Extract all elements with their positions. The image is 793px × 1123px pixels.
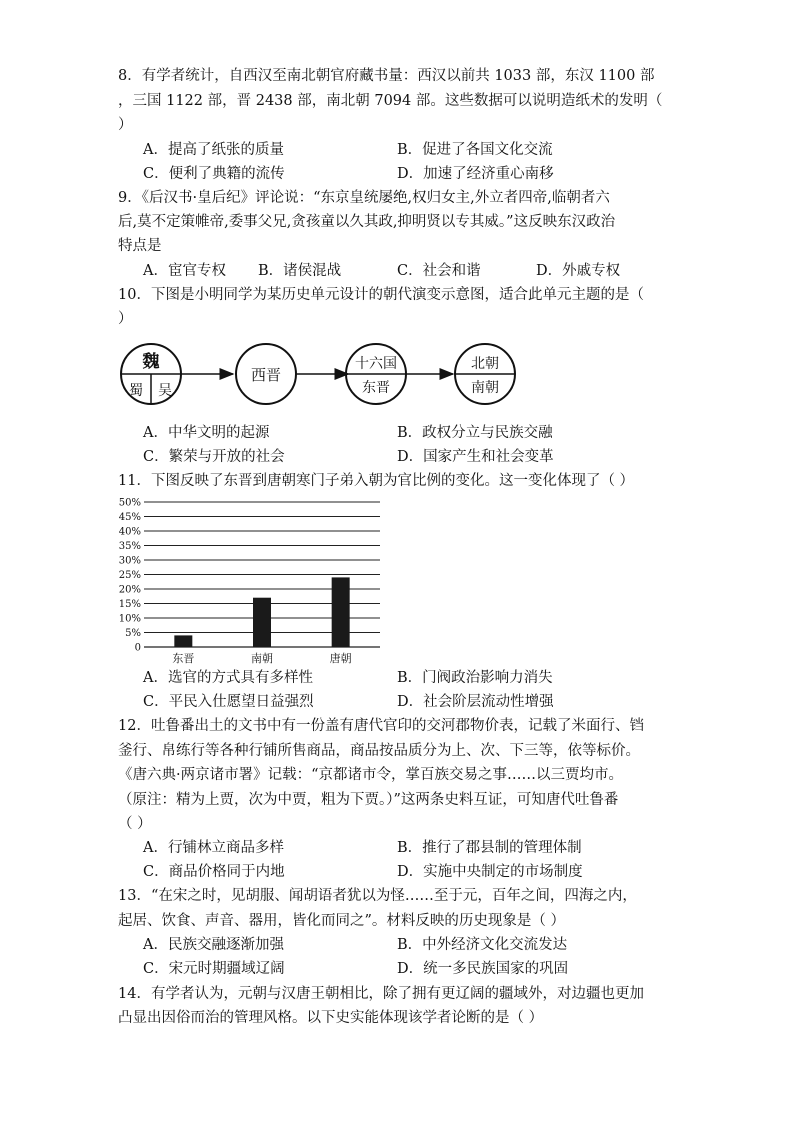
y-tick-label: 25% [118,570,141,581]
q10-line-1: 10．下图是小明同学为某历史单元设计的朝代演变示意图，适合此单元主题的是（ [118,287,644,303]
q9-line-2: 后,莫不定策帷帝,委事父兄,贪孩童以久其政,抑明贤以专其威。”这反映东汉政治 [118,214,616,230]
y-tick-label: 0 [134,642,141,654]
q9-option-c: C．社会和谐 [397,263,481,279]
q8-option-c: C．便利了典籍的流传 [143,166,285,182]
dynasty-sixteen-kingdoms: 十六国 [355,356,397,372]
q8-option-d: D．加速了经济重心南移 [397,166,554,182]
q14-line-2: 凸显出因俗而治的管理风格。以下史实能体现该学者论断的是（ ） [118,1010,544,1026]
q12-line-2: 釜行、帛练行等各种行铺所售商品，商品按品质分为上、次、下三等，依等标价。 [118,743,640,759]
x-tick-label: 唐朝 [329,652,352,665]
q13-line-2: 起居、饮食、声音、器用，皆化而同之”。材料反映的历史现象是（ ） [118,913,566,929]
dynasty-circle-2 [236,344,296,404]
q14-line-1: 14．有学者认为，元朝与汉唐王朝相比，除了拥有更辽阔的疆域外，对边疆也更加 [118,986,644,1002]
q10-option-a: A．中华文明的起源 [143,425,270,441]
dynasty-diagram [118,328,528,420]
q8-line-1: 8．有学者统计，自西汉至南北朝官府藏书量：西汉以前共 1033 部，东汉 1100 部 [118,68,655,84]
y-tick-label: 5% [125,628,141,639]
bar-1 [174,635,192,647]
y-tick-label: 30% [118,555,141,567]
q12-option-d: D．实施中央制定的市场制度 [397,864,583,880]
dynasty-northern: 北朝 [471,356,499,372]
q9-line-3: 特点是 [118,238,162,254]
dynasty-western-jin: 西晋 [250,366,282,384]
q10-line-2: ） [118,311,133,327]
q11-option-a: A．选官的方式具有多样性 [143,670,313,686]
y-tick-label: 50% [118,497,141,509]
q13-line-1: 13．“在宋之时，见胡服、闻胡语者犹以为怪……至于元，百年之间，四海之内， [118,888,637,904]
q12-option-b: B．推行了郡县制的管理体制 [397,840,582,856]
q11-option-c: C．平民入仕愿望日益强烈 [143,694,314,710]
q13-option-a: A．民族交融逐渐加强 [143,937,284,953]
x-tick-label: 南朝 [251,652,273,665]
q10-option-d: D．国家产生和社会变革 [397,449,554,465]
bar-chart [112,492,387,667]
q13-option-d: D．统一多民族国家的巩固 [397,961,569,977]
q9-option-b: B．诸侯混战 [258,263,342,279]
q11-option-d: D．社会阶层流动性增强 [397,694,554,710]
bar-3 [332,577,350,647]
q12-line-4: （原注：精为上贾，次为中贾，粗为下贾。）”这两条史料互证，可知唐代吐鲁番 [118,792,619,808]
q8-option-a: A．提高了纸张的质量 [143,142,284,158]
bar-2 [253,598,271,647]
q9-option-d: D．外戚专权 [536,263,621,279]
y-tick-label: 35% [118,541,141,552]
y-tick-label: 20% [118,584,141,596]
dynasty-southern: 南朝 [471,380,499,396]
q13-option-b: B．中外经济文化交流发达 [397,937,568,953]
dynasty-wu: 吴 [158,383,172,399]
q8-option-b: B．促进了各国文化交流 [397,142,553,158]
dynasty-wei: 魏 [142,352,160,372]
q12-line-5: （ ） [118,816,152,832]
q12-option-c: C．商品价格同于内地 [143,864,285,880]
q9-option-a: A．宦官专权 [143,263,226,279]
y-tick-label: 10% [118,613,141,625]
q8-line-2: ，三国 1122 部，晋 2438 部，南北朝 7094 部。这些数据可以说明造纸术的发明（ [118,93,663,109]
x-tick-label: 东晋 [172,652,195,665]
q11-line-1: 11．下图反映了东晋到唐朝寒门子弟入朝为官比例的变化。这一变化体现了（ ） [118,473,635,489]
y-tick-label: 40% [118,526,141,538]
q12-line-3: 《唐六典·两京诸市署》记载：“京都诸市令，掌百族交易之事……以三贾均市。 [118,767,624,783]
y-tick-label: 15% [118,599,141,610]
q11-option-b: B．门阀政治影响力消失 [397,670,553,686]
q12-option-a: A．行铺林立商品多样 [143,840,284,856]
q9-line-1: 9．《后汉书·皇后纪》评论说：“东京皇统屡绝,权归女主,外立者四帝,临朝者六 [118,190,610,206]
dynasty-circle-3 [346,344,406,404]
q12-line-1: 12．吐鲁番出土的文书中有一份盖有唐代官印的交河郡物价表，记载了米面行、铛 [118,718,644,734]
q8-line-3: ） [118,117,133,133]
q10-option-c: C．繁荣与开放的社会 [143,449,285,465]
dynasty-shu: 蜀 [129,383,143,399]
dynasty-circle-4 [455,344,515,404]
y-tick-label: 45% [118,512,141,523]
dynasty-eastern-jin: 东晋 [362,380,390,396]
q13-option-c: C．宋元时期疆域辽阔 [143,961,285,977]
dynasty-circle-1 [121,344,181,404]
q10-option-b: B．政权分立与民族交融 [397,425,553,441]
